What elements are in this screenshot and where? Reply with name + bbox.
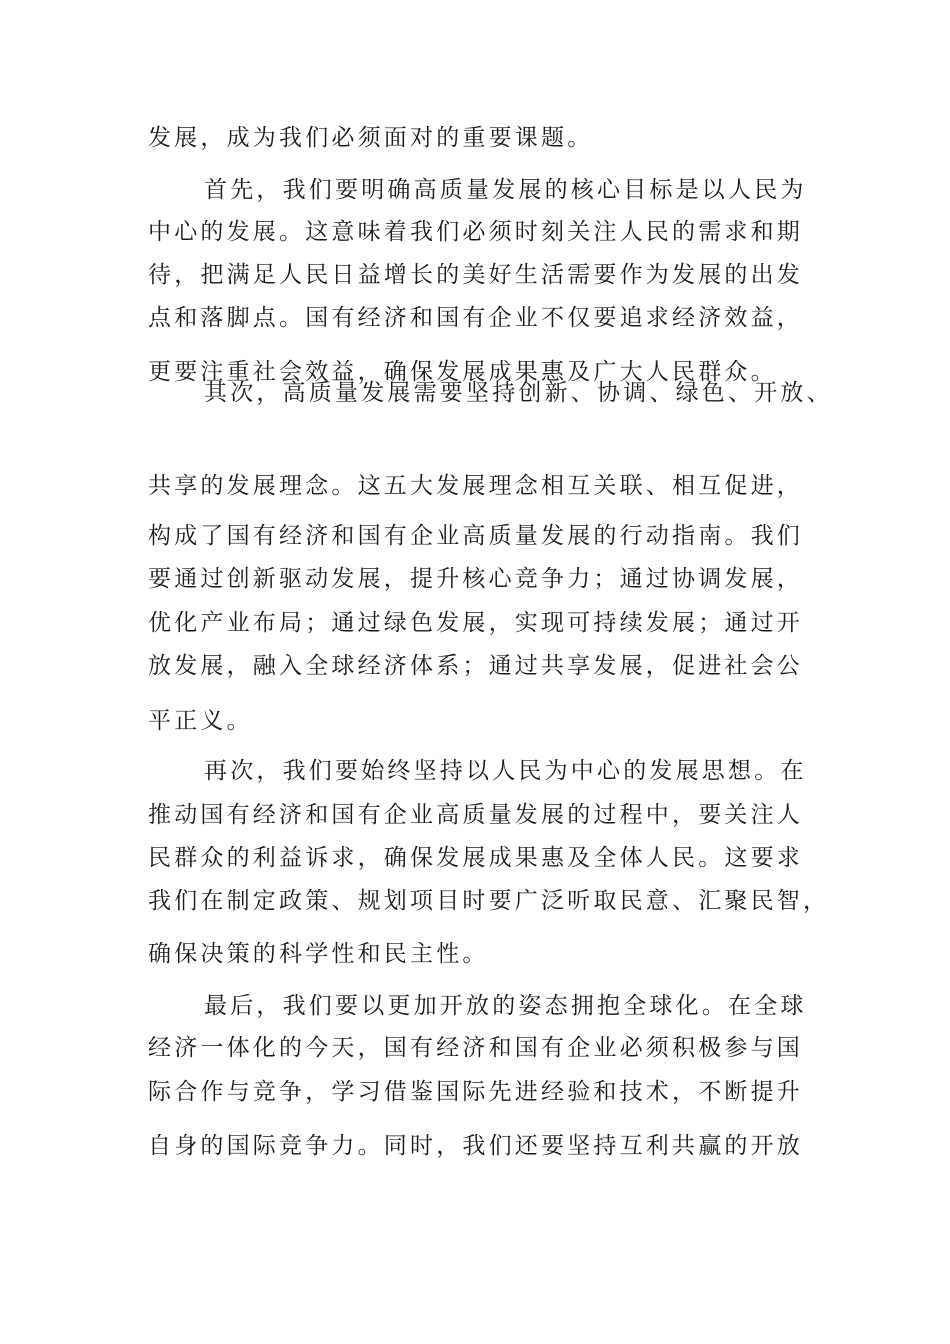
text-line: 经济一体化的今天，国有经济和国有企业必须积极参与国: [148, 1035, 803, 1061]
text-line: 点和落脚点。国有经济和国有企业不仅要追求经济效益，: [148, 305, 803, 331]
text-line: 民群众的利益诉求，确保发展成果惠及全体人民。这要求: [148, 845, 803, 871]
text-line: 放发展，融入全球经济体系；通过共享发展，促进社会公: [148, 653, 803, 679]
paragraph-first-line: 最后，我们要以更加开放的姿态拥抱全球化。在全球: [204, 993, 807, 1019]
text-line: 际合作与竞争，学习借鉴国际先进经验和技术，不断提升: [148, 1079, 803, 1105]
text-line: 要通过创新驱动发展，提升核心竞争力；通过协调发展，: [148, 566, 803, 592]
paragraph-first-line: 首先，我们要明确高质量发展的核心目标是以人民为: [204, 177, 807, 203]
text-line: 构成了国有经济和国有企业高质量发展的行动指南。我们: [148, 523, 803, 549]
text-line: 自身的国际竞争力。同时，我们还要坚持互利共赢的开放: [148, 1133, 803, 1159]
text-line: 优化产业布局；通过绿色发展，实现可持续发展；通过开: [148, 610, 803, 636]
paragraph-first-line: 其次，高质量发展需要坚持创新、协调、绿色、开放、: [204, 380, 833, 406]
paragraph-first-line: 再次，我们要始终坚持以人民为中心的发展思想。在: [204, 758, 807, 784]
text-line: 我们在制定政策、规划项目时要广泛听取民意、汇聚民智，: [148, 888, 830, 914]
text-line: 中心的发展。这意味着我们必须时刻关注人民的需求和期: [148, 219, 803, 245]
text-line: 推动国有经济和国有企业高质量发展的过程中，要关注人: [148, 802, 803, 828]
text-line: 共享的发展理念。这五大发展理念相互关联、相互促进，: [148, 473, 803, 499]
text-line: 发展，成为我们必须面对的重要课题。: [148, 125, 594, 151]
text-line: 平正义。: [148, 708, 253, 734]
text-line: 待，把满足人民日益增长的美好生活需要作为发展的出发: [148, 262, 803, 288]
text-line: 更要注重社会效益，确保发展成果惠及广大人民群众。: [148, 359, 777, 385]
text-line: 确保决策的科学性和民主性。: [148, 941, 489, 967]
